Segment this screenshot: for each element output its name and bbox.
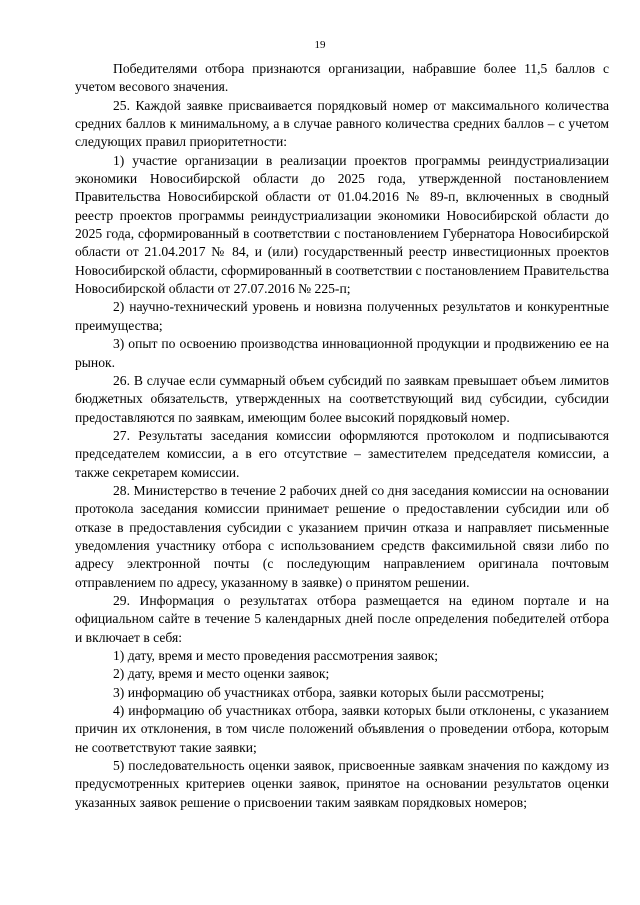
paragraph-item-29: 29. Информация о результатах отбора размещается на едином портале и на официальном сайте в течение 5 календарных дней после определения победителей отбора и включает в себя: — [75, 592, 609, 645]
paragraph-winners-threshold: Победителями отбора признаются организации, набравшие более 11,5 баллов с учетом весового значения. — [75, 61, 609, 95]
paragraph-priority-2: 2) научно-технический уровень и новизна полученных результатов и конкурентные преимущества; — [75, 299, 609, 333]
paragraph-item-27: 27. Результаты заседания комиссии оформляются протоколом и подписываются председателем комиссии, а в его отсутствие – заместителем председателя комиссии, а также секретарем комиссии. — [75, 427, 609, 480]
page-number: 19 — [314, 39, 326, 51]
paragraph-item-28: 28. Министерство в течение 2 рабочих дней со дня заседания комиссии на основании протокола заседания комиссии принимает решение о предоставлении субсидии или об отказе в предоставления субсидии с указанием причин отказа и направляет письменные уведомления участнику отбора с использованием средств факсимильной связи либо по адресу электронной почты (с последующим направлением оригинала почтовым отправлением по адресу, указанному в заявке) о принятом решении. — [75, 482, 609, 590]
document-body — [75, 60, 609, 812]
paragraph-priority-3: 3) опыт по освоению производства инновационной продукции и продвижению ее на рынок. — [75, 336, 609, 370]
paragraph-info-1: 1) дату, время и место проведения рассмотрения заявок; — [113, 648, 439, 663]
paragraph-item-26: 26. В случае если суммарный объем субсидий по заявкам превышает объем лимитов бюджетных обязательств, утвержденных на соответствующий вид субсидии, субсидии предоставляются по заявкам, имеющим более высокий порядковый номер. — [75, 372, 609, 425]
paragraph-info-5: 5) последовательность оценки заявок, присвоенные заявкам значения по каждому из предусмотренных критериев оценки заявок, принятое на основании результатов оценки указанных заявок решение о присвоении таким заявкам порядковых номеров; — [75, 758, 609, 810]
paragraph-priority-1: 1) участие организации в реализации проектов программы реиндустриализации экономики Новосибирской области до 2025 года, утвержденной постановлением Правительства Новосибирской области от 01.04.2016 № 89-п, включенных в сводный реестр проектов программы реиндустриализации экономики Новосибирской области до 2025 года, сформированный в соответствии с постановлением Губернатора Новосибирской области от 21.04.2017 № 84, и (или) государственный реестр инвестиционных проектов Новосибирской области, сформированный в соответствии с постановлением Правительства Новосибирской области от 27.07.2016 № 225-п; — [75, 152, 609, 297]
paragraph-info-3: 3) информацию об участниках отбора, заявки которых были рассмотрены; — [113, 684, 545, 700]
paragraph-info-4: 4) информацию об участниках отбора, заявки которых были отклонены, с указанием причин их отклонения, в том числе положений объявления о проведении отбора, которым не соответствуют такие заявки; — [75, 703, 609, 755]
paragraph-item-25: 25. Каждой заявке присваивается порядковый номер от максимального количества средних баллов к минимальному, а в случае равного количества средних баллов – с учетом следующих правил приоритетности: — [75, 97, 609, 150]
paragraph-info-2: 2) дату, время и место оценки заявок; — [113, 666, 330, 682]
